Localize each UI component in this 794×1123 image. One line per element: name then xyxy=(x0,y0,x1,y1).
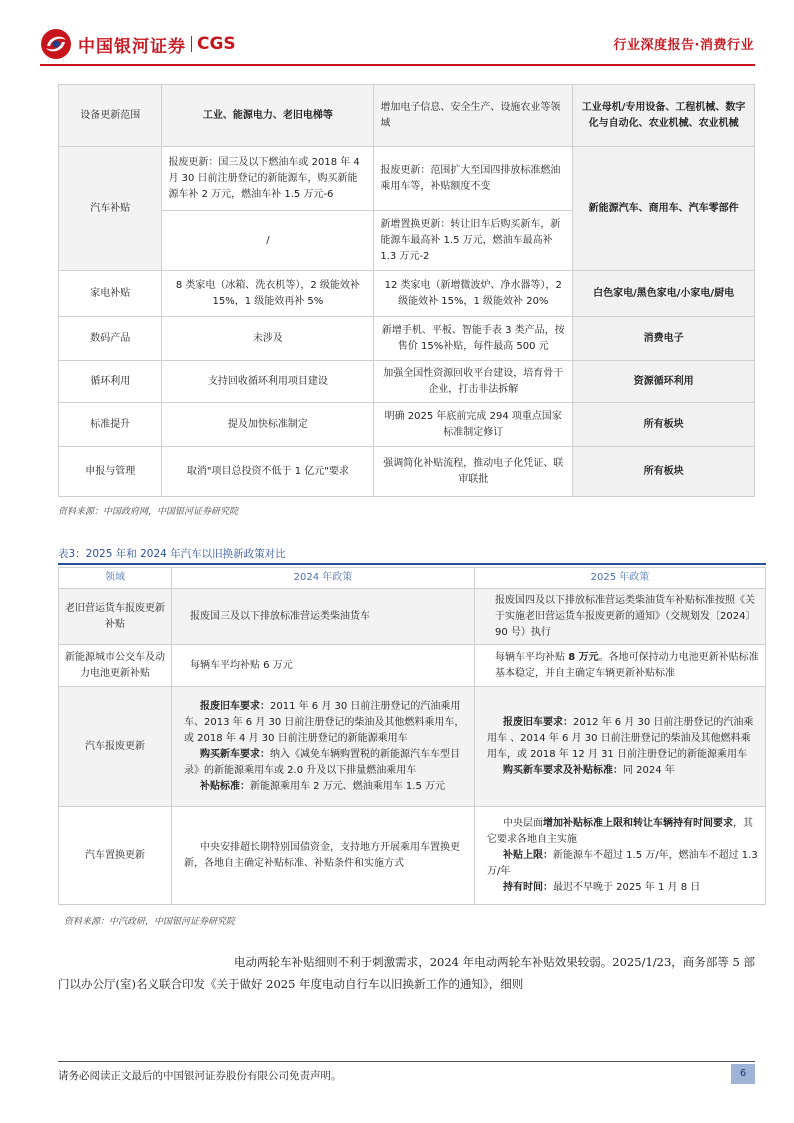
table-cell: 报废更新：范围扩大至国四排放标准燃油乘用车等，补贴额度不变 xyxy=(374,147,573,211)
cell-paragraph xyxy=(487,848,759,880)
table-cell xyxy=(172,807,475,905)
table-cell: 加强全国性资源回收平台建设，培育骨干企业，打击非法拆解 xyxy=(374,361,573,403)
cell-text: 同 2024 年 xyxy=(623,764,675,776)
cell-text: 2012 年 6 月 30 日前注册登记的汽油乘用车 、2014 年 6 月 30 日前注册登记的柴油及其他燃料乘用车，或 2018 年 12 月 31 日前注册登记的新能源乘用车 xyxy=(487,716,754,760)
table-cell: 报废国三及以下排放标准营运类柴油货车 xyxy=(172,589,475,645)
logo-chinese-text: 中国银河证券 xyxy=(78,36,186,57)
table-cell: 汽车补贴 xyxy=(59,147,162,271)
cell-label: 补贴标准： xyxy=(200,780,250,792)
cell-label: 购买新车要求及补贴标准： xyxy=(503,764,623,776)
cell-paragraph xyxy=(487,816,759,848)
table-cell: 循环利用 xyxy=(59,361,162,403)
table1-source-note: 资料来源：中国政府网，中国银河证券研究院 xyxy=(58,507,239,517)
column-header: 2025 年政策 xyxy=(475,568,766,589)
table-cell: 资源循环利用 xyxy=(573,361,755,403)
table-cell: 强调简化补贴流程，推动电子化凭证、联审联批 xyxy=(374,447,573,497)
table-cell: / xyxy=(162,211,374,271)
cell-text: 新能源车不超过 1.5 万/年，燃油车不超过 1.3 万/年 xyxy=(487,849,758,877)
cell-label: 补贴上限： xyxy=(503,849,553,861)
table-cell: 标准提升 xyxy=(59,403,162,447)
cell-text: 中央层面 xyxy=(503,817,543,829)
table-cell: 未涉及 xyxy=(162,317,374,361)
table-cell: 新增手机、平板、智能手表 3 类产品，按售价 15%补贴，每件最高 500 元 xyxy=(374,317,573,361)
table-cell: 工业、能源电力、老旧电梯等 xyxy=(162,85,374,147)
cgs-logo-icon xyxy=(40,28,72,60)
table-cell: 所有板块 xyxy=(573,403,755,447)
cell-paragraph xyxy=(487,715,759,763)
cell-paragraph xyxy=(184,699,468,747)
table-cell: 明确 2025 年底前完成 294 项重点国家标准制定修订 xyxy=(374,403,573,447)
table-header-row xyxy=(59,568,766,589)
footer-disclaimer: 请务必阅读正文最后的中国银河证券股份有限公司免责声明。 xyxy=(58,1070,342,1082)
cell-text: ，其它要求各地自主实施 xyxy=(487,817,753,845)
company-logo xyxy=(40,28,236,60)
table-cell: 数码产品 xyxy=(59,317,162,361)
cell-paragraph xyxy=(487,880,759,896)
column-header: 领域 xyxy=(59,568,172,589)
table-cell: 所有板块 xyxy=(573,447,755,497)
table-cell: 8 类家电（冰箱、洗衣机等），2 级能效补 15%，1 级能效再补 5% xyxy=(162,271,374,317)
cell-text: 最迟不早晚于 2025 年 1 月 8 日 xyxy=(553,881,701,893)
table-cell: 支持回收循环利用项目建设 xyxy=(162,361,374,403)
table-cell: 老旧营运货车报废更新补贴 xyxy=(59,589,172,645)
table-caption: 表3：2025 年和 2024 年汽车以旧换新政策对比 xyxy=(58,548,286,560)
cell-text: 每辆车平均补贴 xyxy=(495,651,569,663)
table-cell: 12 类家电（新增微波炉、净水器等），2 级能效补 15%，1 级能效补 20% xyxy=(374,271,573,317)
cell-label: 报废旧车要求： xyxy=(503,716,573,728)
cell-text-bold: 8 万元 xyxy=(568,651,599,663)
cell-paragraph xyxy=(184,747,468,779)
body-paragraph: 电动两轮车补贴细则不利于刺激需求，2024 年电动两轮车补贴效果较弱。2025/1/23，商务部等 5 部门以办公厅(室)名义联合印发《关于做好 2025 年度电动自行车以旧换新工作的通知》，细则 xyxy=(58,955,755,991)
cell-paragraph xyxy=(184,779,468,795)
table-row xyxy=(59,147,755,211)
table-cell xyxy=(475,645,766,687)
footer-divider xyxy=(58,1061,755,1062)
cell-paragraph xyxy=(487,763,759,779)
column-header: 2024 年政策 xyxy=(172,568,475,589)
table-cell: 申报与管理 xyxy=(59,447,162,497)
caption-divider xyxy=(58,563,766,565)
table-row xyxy=(59,317,755,361)
report-type-label: 行业深度报告·消费行业 xyxy=(613,38,754,53)
policy-comparison-table xyxy=(58,84,755,497)
table-row xyxy=(59,589,766,645)
table-cell: 报废国四及以下排放标准营运类柴油货车补贴标准按照《关于实施老旧营运货车报废更新的通知》（交规划发〔2024〕90 号）执行 xyxy=(475,589,766,645)
cell-text-bold: 增加补贴标准上限和转让车辆持有时间要求 xyxy=(543,817,733,829)
table-cell: 每辆车平均补贴 6 万元 xyxy=(172,645,475,687)
table-row xyxy=(59,687,766,807)
table-cell: 提及加快标准制定 xyxy=(162,403,374,447)
cell-label: 购买新车要求： xyxy=(200,748,270,760)
table-row xyxy=(59,807,766,905)
cell-text: 2011 年 6 月 30 日前注册登记的汽油乘用车、2013 年 6 月 30 日前注册登记的柴油及其他燃料乘用车，或 2018 年 4 月 30 日前注册登记的新能源乘用车 xyxy=(184,700,465,744)
table-cell: 报废更新：国三及以下燃油车或 2018 年 4 月 30 日前注册登记的新能源车，购买新能源车补 2 万元，燃油车补 1.5 万元-6 xyxy=(162,147,374,211)
table-cell: 取消"项目总投资不低于 1 亿元"要求 xyxy=(162,447,374,497)
logo-english-text: CGS xyxy=(197,34,236,54)
table-cell xyxy=(172,687,475,807)
cell-text: 新能源乘用车 2 万元、燃油乘用车 1.5 万元 xyxy=(250,780,445,792)
cell-text: 纳入《减免车辆购置税的新能源汽车车型目录》的新能源乘用车或 2.0 升及以下排量燃油乘用车 xyxy=(184,748,460,776)
table-row xyxy=(59,361,755,403)
cell-text: 。各地可保持动力电池更新补贴标准基本稳定，并自主确定车辆更新补贴标准 xyxy=(495,651,759,679)
cell-label: 持有时间： xyxy=(503,881,553,893)
auto-policy-table xyxy=(58,567,766,905)
table-cell: 汽车置换更新 xyxy=(59,807,172,905)
table-cell: 新能源汽车、商用车、汽车零部件 xyxy=(573,147,755,271)
logo-divider xyxy=(191,36,192,52)
table-cell: 新增置换更新：转让旧车后购买新车，新能源车最高补 1.5 万元，燃油车最高补 1.3 万元-2 xyxy=(374,211,573,271)
table-cell xyxy=(475,687,766,807)
table-row xyxy=(59,645,766,687)
table-cell: 设备更新范围 xyxy=(59,85,162,147)
cell-label: 报废旧车要求： xyxy=(200,700,270,712)
table-row xyxy=(59,85,755,147)
table-cell: 白色家电/黑色家电/小家电/厨电 xyxy=(573,271,755,317)
table2-source-note: 资料来源：中汽政研，中国银河证券研究院 xyxy=(64,917,236,927)
page-header xyxy=(0,0,794,70)
table-row xyxy=(59,403,755,447)
table-cell: 汽车报废更新 xyxy=(59,687,172,807)
table-cell: 新能源城市公交车及动力电池更新补贴 xyxy=(59,645,172,687)
table-row xyxy=(59,271,755,317)
table-cell: 消费电子 xyxy=(573,317,755,361)
table-row xyxy=(59,447,755,497)
table-cell: 家电补贴 xyxy=(59,271,162,317)
table-cell xyxy=(475,807,766,905)
table-cell: 增加电子信息、安全生产、设施农业等领域 xyxy=(374,85,573,147)
cell-paragraph: 中央安排超长期特别国债资金，支持地方开展乘用车置换更新，各地自主确定补贴标准、补贴条件和实施方式 xyxy=(184,841,460,869)
body-text xyxy=(58,951,755,995)
header-divider xyxy=(40,64,755,66)
table-cell: 工业母机/专用设备、工程机械、数字化与自动化、农业机械、农业机械 xyxy=(573,85,755,147)
page-number: 6 xyxy=(731,1064,755,1084)
